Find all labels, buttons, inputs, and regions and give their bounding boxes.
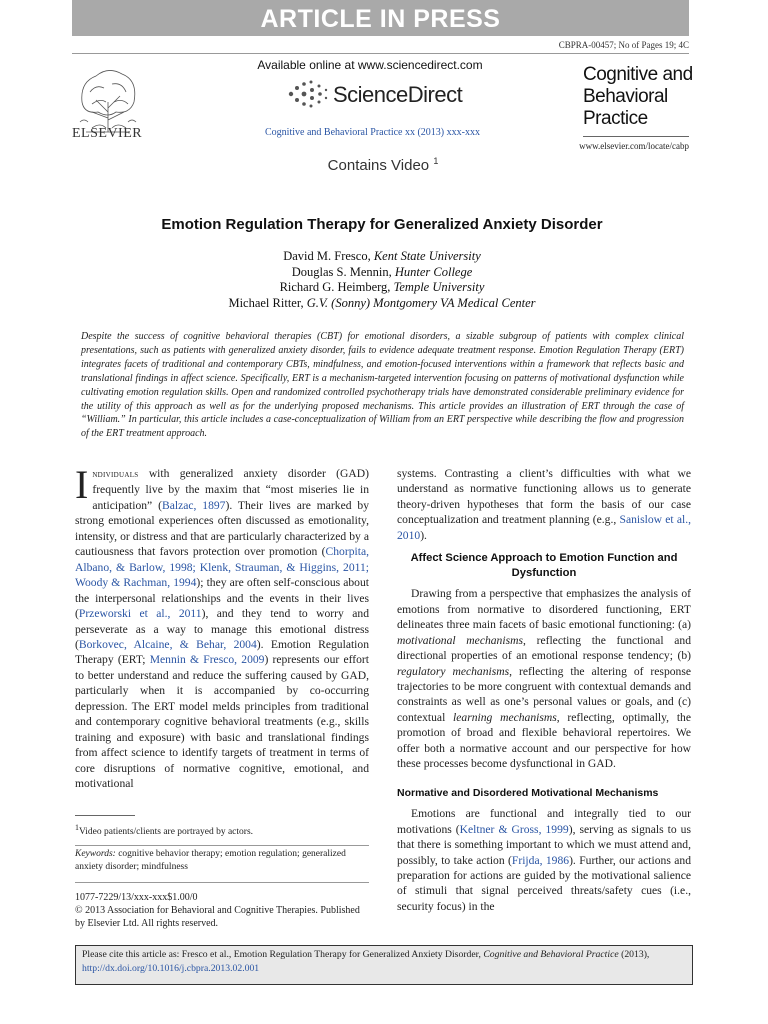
author-name: Michael Ritter,	[228, 295, 307, 310]
reference-link[interactable]: Mennin & Fresco, 2009	[149, 653, 265, 667]
reference-link[interactable]: Przeworski et al., 2011	[78, 607, 202, 621]
reference-link[interactable]: Chorpita, Albano, & Barlow, 1998; Klenk, Strauman, & Higgins, 2011; Woody & Rachman, 1994	[75, 545, 369, 590]
author-affiliation: Temple University	[393, 280, 485, 294]
available-online-text: Available online at www.sciencedirect.com	[257, 58, 483, 72]
keywords	[75, 848, 369, 874]
reference-link[interactable]: Frijda, 1986	[511, 853, 570, 867]
footnote-marker: 1	[75, 823, 79, 832]
journal-brand-line: Practice	[583, 108, 648, 129]
doi-link[interactable]: http://dx.doi.org/10.1016/j.cbpra.2013.02.001	[82, 963, 260, 974]
issn-line: 1077-7229/13/xxx-xxx$1.00/0	[75, 892, 198, 903]
text-run: , reflecting, optimally, the promotion of broad and flexible behavioral repertoires. We offer both a normative account and our perspective for how these processes become dysfunctional in GAD.	[397, 710, 691, 771]
text-run: ), serving as signals to us that there is something important to which we must attend and, possibly, to take action (	[397, 822, 691, 867]
citation-lead: Please cite this article as: Fresco et al., Emotion Regulation Therapy for Generalized Anxiety Disorder,	[82, 949, 484, 960]
italic-term: regulatory mechanisms	[397, 664, 510, 678]
body-right-column	[397, 466, 691, 914]
footnote	[75, 823, 369, 837]
contains-video-text: Contains Video	[327, 157, 430, 174]
reference-link[interactable]: Balzac, 1897	[161, 498, 226, 512]
author-line	[72, 280, 692, 296]
reference-link[interactable]: Borkovec, Alcaine, & Behar, 2004	[78, 637, 257, 651]
footnote-marker: 1	[433, 156, 439, 166]
article-id: CBPRA-00457; No of Pages 19; 4C	[558, 40, 689, 50]
text-run: ).	[420, 528, 427, 542]
author-affiliation: Hunter College	[394, 264, 473, 279]
paragraph	[397, 586, 691, 771]
text-run: ). Emotion Regulation Therapy (ERT;	[75, 637, 369, 667]
sciencedirect-wordmark: ScienceDirect	[333, 82, 463, 107]
text-run: Emotions are functional and integrally tied to our motivations (	[397, 807, 691, 836]
author-line	[72, 249, 692, 265]
journal-brand-rule	[583, 136, 689, 137]
contains-video-label	[283, 156, 483, 174]
author-list	[72, 249, 692, 311]
sciencedirect-dots-icon	[285, 78, 331, 110]
journal-brand-line: Behavioral	[583, 86, 668, 107]
author-affiliation: G.V. (Sonny) Montgomery VA Medical Center	[306, 295, 536, 310]
footnote-text: Video patients/clients are portrayed by actors.	[78, 827, 254, 838]
paragraph	[397, 806, 691, 914]
article-title: Emotion Regulation Therapy for Generalized Anxiety Disorder	[161, 216, 603, 233]
sciencedirect-logo	[285, 76, 485, 112]
abstract: Despite the success of cognitive behavioral therapies (CBT) for emotional disorders, a sizable subgroup of patients with complex clinical presentations, such as patients with generalized anxiety disorder, fails to evidence adequate treatment response. Emotion Regulation Therapy (ERT) integrates facets of traditional and contemporary CBTs, mindfulness, and emotion-focused interventions within a framework that reflects basic and translational findings in affect science. Specifically, ERT is a mechanism-targeted intervention focusing on patterns of motivational dysfunction while cultivating emotion regulation skills. Open and randomized controlled psychotherapy trials have demonstrated considerable preliminary evidence for the utility of this approach as well as for the underlying proposed mechanisms. This article provides an illustration of ERT through the case of “William.” In particular, this article includes a case-conceptualization of William from an ERT perspective while describing the flow and progression of the ERT treatment approach.	[81, 331, 684, 440]
intro-paragraph	[75, 462, 369, 792]
keywords-rule-bottom	[75, 882, 369, 883]
text-run: ), and they tend to worry and perseverate as a way to manage this emotional distress (	[75, 607, 369, 651]
journal-citation-line[interactable]: Cognitive and Behavioral Practice xx (2013) xxx-xxx	[265, 127, 480, 138]
copyright-block	[75, 891, 369, 930]
footnote-rule	[75, 815, 135, 816]
citation-year: (2013),	[618, 949, 650, 960]
text-run: Drawing from a perspective that emphasizes the analysis of emotions from normative to disordered functioning, ERT delineates three main facets of basic emotional functioning: (a)	[397, 587, 691, 632]
author-name: Douglas S. Mennin,	[291, 264, 395, 279]
italic-term: learning mechanisms	[453, 710, 557, 724]
reference-link[interactable]: Sanislow et al., 2010	[397, 513, 692, 542]
text-run: ). Their lives are marked by strong emotional experiences often discussed as emotionality, intensity, or distress and that are particularly characterized by a cautiousness that favors protection over promotion (	[75, 498, 369, 559]
author-name: David M. Fresco,	[283, 249, 374, 263]
paragraph	[397, 466, 691, 543]
citation-journal: Cognitive and Behavioral Practice	[483, 949, 619, 960]
body-left-column	[75, 462, 369, 792]
journal-brand	[583, 64, 693, 130]
journal-url[interactable]: www.elsevier.com/locate/cabp	[579, 141, 689, 151]
drop-cap: I	[75, 462, 89, 507]
author-line	[72, 265, 692, 281]
keywords-text: cognitive behavior therapy; emotion regulation; generalized anxiety disorder; mindfulness	[75, 849, 346, 872]
author-line	[72, 296, 692, 312]
text-run: ) represents our effort to better understand and reduce the suffering caused by GAD, particularly when it is accompanied by co-occurring depression. The ERT model melds principles from traditional and contemporary cognitive behavioral treatments (e.g., skills training and exposure) with basic and translational findings from affect science to identify targets of treatment in terms of core disruptions of normative cognitive, emotional, and motivational	[75, 653, 369, 791]
keywords-rule-top	[75, 845, 369, 846]
text-run: with generalized anxiety disorder (GAD) frequently live by the maxim that “most miseries lie in anticipation” (	[92, 467, 369, 512]
text-run: ); they are often self-conscious about the interpersonal relationships and the events in their lives (	[75, 576, 369, 621]
keywords-label: Keywords:	[75, 849, 116, 859]
subsection-heading: Normative and Disordered Motivational Mechanisms	[397, 786, 659, 799]
elsevier-wordmark: ELSEVIER	[72, 126, 143, 141]
text-run: , reflecting the altering of response trajectories to be more congruent with contextual demands and constraints as well as one’s personal values or goals, and (c) contextual	[397, 664, 691, 724]
article-in-press-banner: ARTICLE IN PRESS	[72, 0, 689, 36]
text-run: ). Further, our actions and preparation for actions are guided by the motivational salience of stimuli that signal perceived threats/safety cues (i.e., security focus) in the	[397, 853, 691, 913]
lead-small-caps: ndividuals	[92, 469, 139, 480]
text-run: systems. Contrasting a client’s difficulties with what we understand as normative functioning allows us to generate theory-driven hypotheses that form the basis of our case conceptualization and treatment planning (e.g.,	[397, 467, 691, 527]
author-name: Richard G. Heimberg,	[279, 280, 394, 294]
text-run: , reflecting the functional and directional properties of an emotional response tendency; (b)	[397, 633, 691, 663]
section-heading: Affect Science Approach to Emotion Function and Dysfunction	[410, 552, 678, 580]
author-affiliation: Kent State University	[373, 249, 481, 263]
italic-term: motivational mechanisms	[397, 633, 523, 647]
citation-box	[75, 945, 693, 985]
copyright-line: © 2013 Association for Behavioral and Cognitive Therapies. Published by Elsevier Ltd. All rights reserved.	[75, 905, 360, 929]
header-rule	[72, 53, 689, 54]
reference-link[interactable]: Keltner & Gross, 1999	[459, 822, 569, 836]
journal-brand-line: Cognitive and	[583, 64, 693, 85]
